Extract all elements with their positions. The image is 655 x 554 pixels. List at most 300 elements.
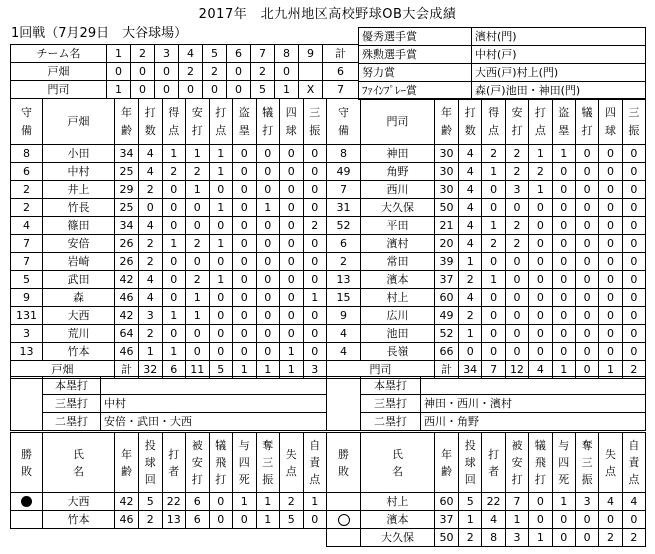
player-stat: 0 (622, 325, 645, 343)
pitching-stat: 0 (552, 511, 575, 529)
pitching-stat: 8 (482, 529, 505, 547)
player-stat: 1 (552, 145, 575, 163)
player-name: 神田 (361, 145, 435, 163)
player-stat: 0 (552, 271, 575, 289)
pitching-stat: 0 (599, 511, 622, 529)
tobata-extra-base-table (10, 376, 327, 431)
stat-header (256, 99, 280, 145)
player-stat: 0 (186, 325, 210, 343)
player-name: 広川 (361, 307, 435, 325)
player-name: 濱村 (361, 235, 435, 253)
pitching-stat-header (209, 433, 233, 493)
totals-value: 2 (622, 361, 645, 379)
pitching-stat: 3 (575, 493, 598, 511)
player-stat: 0 (599, 343, 622, 361)
award-label: 殊勲選手賞 (359, 46, 472, 64)
stat-header-text: 安打 (511, 105, 523, 137)
stat-header-text: 打点 (215, 105, 227, 137)
player-stat: 0 (256, 271, 280, 289)
player-position: 7 (327, 181, 361, 199)
award-label: 優秀選手賞 (359, 28, 472, 46)
pitching-stat-header (303, 433, 327, 493)
player-stat: 0 (280, 325, 304, 343)
player-stat: 0 (482, 307, 505, 325)
player-stat: 0 (303, 253, 327, 271)
player-stat: 0 (599, 235, 622, 253)
player-name: 井上 (43, 181, 115, 199)
player-stat: 1 (209, 235, 233, 253)
player-stat: 0 (482, 343, 505, 361)
pitching-stat: 2 (622, 529, 645, 547)
player-age: 66 (435, 343, 459, 361)
pitching-stat: 1 (256, 493, 280, 511)
pitching-stat-header-text: 投球回 (464, 439, 476, 486)
pitching-stat: 0 (209, 511, 233, 529)
player-stat: 0 (162, 217, 186, 235)
player-name: 武田 (43, 271, 115, 289)
pitcher-age: 42 (115, 493, 139, 511)
player-stat: 0 (552, 235, 575, 253)
player-stat: 0 (280, 181, 304, 199)
inning-score: X (299, 81, 323, 99)
extra-base-spacer (327, 377, 361, 431)
player-age: 46 (115, 343, 139, 361)
player-stat: 1 (209, 163, 233, 181)
inning-header: 4 (179, 45, 203, 63)
stat-header (529, 99, 552, 145)
player-stat: 4 (139, 163, 163, 181)
inning-score: 0 (155, 81, 179, 99)
extra-base-players (421, 377, 646, 395)
player-age: 25 (115, 199, 139, 217)
stat-header-text: 盗塁 (558, 105, 570, 137)
pitching-stat-header (482, 433, 505, 493)
pitcher-age-header (435, 433, 459, 493)
player-stat: 0 (162, 325, 186, 343)
player-stat: 0 (303, 343, 327, 361)
extra-base-label: 三塁打 (361, 395, 421, 413)
player-stat: 3 (505, 181, 528, 199)
player-stat: 1 (209, 145, 233, 163)
inning-score: 0 (203, 81, 227, 99)
award-value: 大西(戸)村上(門) (472, 64, 646, 82)
player-stat: 0 (599, 199, 622, 217)
player-stat: 0 (233, 343, 257, 361)
player-position: 7 (11, 253, 43, 271)
award-label: ﾌｧｲﾝﾌﾟﾚｰ賞 (359, 82, 472, 100)
player-stat: 1 (529, 145, 552, 163)
result-header (327, 433, 361, 493)
totals-value: 12 (505, 361, 528, 379)
player-stat: 0 (505, 271, 528, 289)
pitcher-age-header-text: 年齢 (121, 447, 132, 478)
pitching-stat-header-text: 失点 (285, 447, 297, 478)
player-stat: 1 (186, 145, 210, 163)
player-stat: 1 (280, 343, 304, 361)
player-stat: 0 (303, 163, 327, 181)
result-mark (327, 493, 361, 511)
player-stat: 0 (505, 325, 528, 343)
player-age: 34 (115, 217, 139, 235)
pitching-stat: 2 (280, 493, 304, 511)
win-mark-icon (21, 496, 32, 507)
player-stat: 0 (280, 289, 304, 307)
player-stat: 0 (186, 253, 210, 271)
player-position: 131 (11, 307, 43, 325)
extra-base-players: 安倍・武田・大西 (101, 413, 327, 431)
inning-score: 0 (155, 63, 179, 81)
player-stat: 0 (552, 181, 575, 199)
inning-score: 2 (179, 63, 203, 81)
player-stat: 0 (575, 289, 598, 307)
player-stat: 4 (459, 289, 482, 307)
player-stat: 0 (256, 289, 280, 307)
player-stat: 2 (459, 271, 482, 289)
stat-header-text: 三振 (309, 105, 321, 137)
player-stat: 2 (505, 217, 528, 235)
player-stat: 0 (280, 163, 304, 181)
player-stat: 2 (505, 145, 528, 163)
player-stat: 0 (529, 217, 552, 235)
player-stat: 2 (139, 325, 163, 343)
inning-header: 6 (227, 45, 251, 63)
pitching-stat-header (256, 433, 280, 493)
player-stat: 1 (186, 181, 210, 199)
totals-label: 計 (435, 361, 459, 379)
player-stat: 0 (575, 253, 598, 271)
position-header (11, 99, 43, 145)
stat-header (186, 99, 210, 145)
extra-base-label: 二塁打 (361, 413, 421, 431)
linescore-team-name: 戸畑 (11, 63, 107, 81)
player-stat: 4 (459, 181, 482, 199)
pitching-stat: 2 (139, 511, 163, 529)
pitching-stat: 1 (233, 493, 257, 511)
totals-value: 1 (256, 361, 280, 379)
pitcher-name-header-text: 氏名 (73, 447, 84, 478)
player-position: 8 (327, 145, 361, 163)
player-stat: 0 (280, 217, 304, 235)
save-mark-icon (338, 514, 350, 526)
player-stat: 0 (529, 199, 552, 217)
pitching-stat: 0 (529, 511, 552, 529)
player-stat: 0 (256, 235, 280, 253)
player-stat: 0 (505, 289, 528, 307)
stat-header (280, 99, 304, 145)
tobata-batting-table (10, 98, 327, 379)
pitching-stat-header (599, 433, 622, 493)
player-stat: 2 (139, 181, 163, 199)
player-stat: 0 (303, 235, 327, 253)
player-stat: 2 (505, 235, 528, 253)
player-stat: 0 (599, 289, 622, 307)
player-stat: 0 (209, 289, 233, 307)
pitching-stat-header-text: 自責点 (628, 439, 640, 486)
player-stat: 0 (575, 217, 598, 235)
player-name: 安倍 (43, 235, 115, 253)
player-position: 9 (327, 307, 361, 325)
player-stat: 4 (459, 163, 482, 181)
inning-header: 3 (155, 45, 179, 63)
inning-score (299, 63, 323, 81)
player-age: 64 (115, 325, 139, 343)
awards-table (358, 27, 646, 100)
tobata-pitching-table (10, 432, 327, 529)
player-stat: 0 (529, 235, 552, 253)
player-stat: 0 (482, 181, 505, 199)
player-stat: 0 (209, 253, 233, 271)
player-stat: 1 (529, 181, 552, 199)
age-header-text: 年齢 (441, 105, 452, 137)
player-stat: 0 (599, 253, 622, 271)
linescore-total-header: 計 (323, 45, 359, 63)
player-age: 39 (435, 253, 459, 271)
player-stat: 0 (280, 199, 304, 217)
player-stat: 0 (505, 253, 528, 271)
stat-header (162, 99, 186, 145)
player-stat: 4 (139, 217, 163, 235)
player-position: 52 (327, 217, 361, 235)
player-stat: 0 (303, 145, 327, 163)
player-name: 濱本 (361, 271, 435, 289)
pitching-stat-header-text: 被安打 (191, 439, 203, 486)
player-stat: 1 (482, 217, 505, 235)
extra-base-players: 中村 (101, 395, 327, 413)
player-stat: 0 (529, 343, 552, 361)
player-position: 4 (327, 343, 361, 361)
pitching-stat-header (622, 433, 645, 493)
player-stat: 0 (209, 181, 233, 199)
stat-header-text: 打数 (464, 105, 476, 137)
inning-score: 2 (203, 63, 227, 81)
player-name: 常田 (361, 253, 435, 271)
pitching-stat-header-text: 投球回 (144, 439, 156, 486)
player-stat: 0 (233, 307, 257, 325)
player-position: 3 (11, 325, 43, 343)
totals-label: 計 (115, 361, 139, 379)
stat-header (482, 99, 505, 145)
player-stat: 0 (529, 271, 552, 289)
stat-header (459, 99, 482, 145)
player-stat: 0 (233, 163, 257, 181)
player-stat: 0 (162, 289, 186, 307)
player-stat: 1 (162, 235, 186, 253)
position-header-text: 守備 (338, 106, 349, 137)
pitching-stat: 1 (256, 511, 280, 529)
totals-value: 11 (186, 361, 210, 379)
stat-header-text: 三振 (628, 105, 640, 137)
extra-base-label: 本塁打 (43, 377, 101, 395)
player-position: 5 (11, 271, 43, 289)
player-stat: 0 (233, 235, 257, 253)
player-stat: 0 (482, 289, 505, 307)
player-age: 46 (115, 289, 139, 307)
player-age: 30 (435, 163, 459, 181)
player-stat: 2 (482, 235, 505, 253)
pitching-stat-header (575, 433, 598, 493)
stat-header (575, 99, 598, 145)
pitching-stat: 13 (162, 511, 186, 529)
player-stat: 2 (482, 145, 505, 163)
totals-value: 0 (575, 361, 598, 379)
extra-base-players: 西川・角野 (421, 413, 646, 431)
player-stat: 1 (162, 145, 186, 163)
result-header-text: 勝敗 (338, 447, 349, 478)
result-mark (327, 511, 361, 529)
pitching-stat: 0 (529, 493, 552, 511)
player-age: 60 (435, 289, 459, 307)
player-stat: 0 (482, 325, 505, 343)
player-stat: 0 (575, 145, 598, 163)
pitcher-age-header-text: 年齢 (441, 447, 452, 478)
player-position: 8 (11, 145, 43, 163)
player-age: 21 (435, 217, 459, 235)
player-name: 荒川 (43, 325, 115, 343)
player-stat: 2 (303, 217, 327, 235)
player-stat: 0 (622, 217, 645, 235)
player-stat: 0 (552, 163, 575, 181)
player-stat: 0 (622, 163, 645, 181)
extra-base-players: 神田・西川・濱村 (421, 395, 646, 413)
totals-team-name: 戸畑 (11, 361, 115, 379)
stat-header-text: 四球 (285, 105, 297, 137)
player-stat: 0 (552, 343, 575, 361)
totals-team-name: 門司 (327, 361, 435, 379)
player-stat: 0 (622, 253, 645, 271)
player-age: 37 (435, 271, 459, 289)
stat-header (552, 99, 575, 145)
totals-value: 1 (599, 361, 622, 379)
player-stat: 0 (552, 253, 575, 271)
player-stat: 0 (529, 253, 552, 271)
moji-pitching-table (326, 432, 646, 547)
player-stat: 1 (209, 199, 233, 217)
player-stat: 1 (303, 289, 327, 307)
player-stat: 0 (599, 163, 622, 181)
player-stat: 0 (622, 271, 645, 289)
stat-header-text: 安打 (191, 105, 203, 137)
player-stat: 0 (552, 217, 575, 235)
player-stat: 0 (233, 253, 257, 271)
stat-header (599, 99, 622, 145)
result-mark (327, 529, 361, 547)
player-age: 49 (435, 307, 459, 325)
player-stat: 0 (256, 307, 280, 325)
player-stat: 0 (505, 199, 528, 217)
player-stat: 3 (139, 307, 163, 325)
player-stat: 2 (139, 235, 163, 253)
totals-value: 3 (303, 361, 327, 379)
player-stat: 0 (552, 325, 575, 343)
stat-header (303, 99, 327, 145)
stat-header-text: 得点 (168, 105, 180, 137)
player-stat: 0 (256, 145, 280, 163)
player-name: 村上 (361, 289, 435, 307)
linescore-team-total: 6 (323, 63, 359, 81)
player-stat: 0 (303, 271, 327, 289)
extra-base-label: 本塁打 (361, 377, 421, 395)
player-stat: 0 (482, 199, 505, 217)
inning-header: 9 (299, 45, 323, 63)
player-position: 15 (327, 289, 361, 307)
inning-score: 0 (227, 81, 251, 99)
batting-team-name: 戸畑 (43, 99, 115, 145)
inning-score: 0 (131, 63, 155, 81)
player-name: 大西 (43, 307, 115, 325)
pitching-stat: 0 (233, 511, 257, 529)
age-header (115, 99, 139, 145)
player-stat: 0 (482, 253, 505, 271)
player-stat: 0 (552, 199, 575, 217)
player-stat: 0 (256, 217, 280, 235)
pitching-stat-header-text: 被安打 (511, 439, 523, 486)
player-stat: 0 (233, 325, 257, 343)
player-name: 平田 (361, 217, 435, 235)
extra-base-players (101, 377, 327, 395)
totals-value: 5 (209, 361, 233, 379)
player-position: 6 (327, 235, 361, 253)
pitching-stat-header (459, 433, 482, 493)
player-stat: 0 (622, 289, 645, 307)
player-position: 49 (327, 163, 361, 181)
pitching-stat-header (186, 433, 210, 493)
inning-score: 0 (227, 63, 251, 81)
player-stat: 2 (139, 253, 163, 271)
player-stat: 0 (162, 181, 186, 199)
player-stat: 0 (162, 271, 186, 289)
award-value: 中村(戸) (472, 46, 646, 64)
stat-header-text: 打数 (144, 105, 156, 137)
pitching-stat: 7 (505, 493, 528, 511)
pitching-stat: 1 (552, 493, 575, 511)
pitcher-name: 大西 (43, 493, 115, 511)
result-header (11, 433, 43, 493)
player-stat: 0 (599, 271, 622, 289)
player-stat: 2 (186, 271, 210, 289)
player-stat: 1 (139, 343, 163, 361)
player-age: 26 (115, 253, 139, 271)
linescore-header-label: チーム名 (11, 45, 107, 63)
player-name: 篠田 (43, 217, 115, 235)
player-stat: 0 (280, 271, 304, 289)
player-stat: 0 (280, 145, 304, 163)
player-stat: 4 (459, 235, 482, 253)
player-stat: 1 (186, 307, 210, 325)
player-stat: 0 (599, 325, 622, 343)
player-stat: 0 (233, 271, 257, 289)
player-stat: 0 (256, 181, 280, 199)
player-name: 森 (43, 289, 115, 307)
player-stat: 2 (186, 163, 210, 181)
moji-extra-base-table (326, 376, 646, 431)
player-stat: 0 (622, 199, 645, 217)
totals-value: 34 (459, 361, 482, 379)
player-stat: 2 (529, 163, 552, 181)
player-position: 4 (327, 325, 361, 343)
player-age: 42 (115, 307, 139, 325)
pitching-stat-header (505, 433, 528, 493)
player-position: 6 (11, 163, 43, 181)
inning-header: 8 (275, 45, 299, 63)
player-stat: 0 (280, 235, 304, 253)
pitching-stat: 1 (505, 511, 528, 529)
player-stat: 0 (575, 163, 598, 181)
player-stat: 0 (575, 235, 598, 253)
player-position: 2 (11, 199, 43, 217)
inning-score: 0 (275, 63, 299, 81)
award-value: 森(戸)池田・神田(門) (472, 82, 646, 100)
pitching-stat-header (552, 433, 575, 493)
